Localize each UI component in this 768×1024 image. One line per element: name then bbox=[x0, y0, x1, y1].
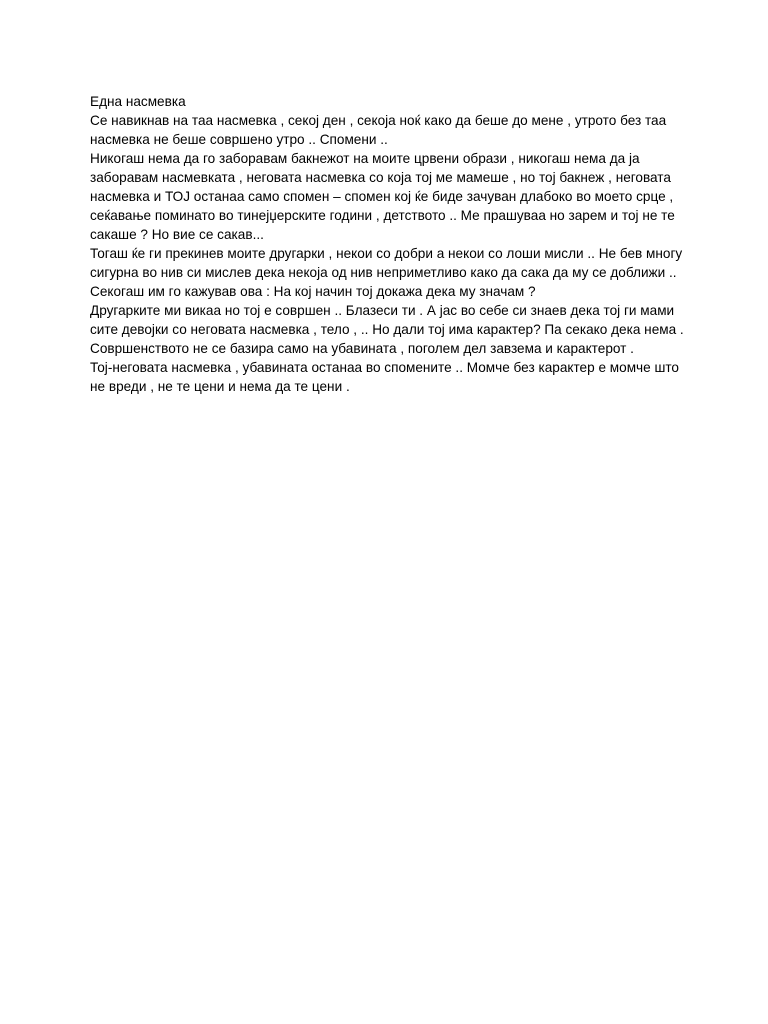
paragraph-3: Тогаш ќе ги прекинев моите другарки , некои со добри а некои со лоши мисли .. Не бев многу сигурна во нив си мислев дека некоја од нив неприметливо како да сака да му се доближи .. Секогаш им го кажував ова : На кој начин тој докажа дека му значам ? bbox=[90, 246, 683, 299]
document-title: Една насмевка bbox=[90, 94, 186, 109]
paragraph-5: Совршенството не се базира само на убавината , поголем дел завзема и карактерот . bbox=[90, 341, 634, 356]
paragraph-4: Другарките ми викаа но тој е совршен .. Блазеси ти . А јас во себе си знаев дека тој ги мами сите девојки со неговата насмевка , тело , .. Но дали тој има карактер? Па секако дека нема . bbox=[90, 303, 684, 337]
paragraph-1: Се навикнав на таа насмевка , секој ден , секоја ноќ како да беше до мене , утрото без таа насмевка не беше совршено утро .. Спомени .. bbox=[90, 113, 667, 147]
paragraph-6: Тој-неговата насмевка , убавината останаа во спомените .. Момче без карактер е момче што не вреди , не те цени и нема да те цени . bbox=[90, 360, 679, 394]
paragraph-2: Никогаш нема да го заборавам бакнежот на моите црвени образи , никогаш нема да ја заборавам насмевката , неговата насмевка со која тој ме мамеше , но тој бакнеж , неговата насмевка и ТОЈ останаа само спомен – спомен кој ќе биде зачуван длабоко во моето срце , сеќавање поминато во тинејџерските години , детството .. Ме прашуваа но зарем и тој не те сакаше ? Но вие се сакав... bbox=[90, 151, 675, 242]
document-body bbox=[90, 92, 690, 396]
